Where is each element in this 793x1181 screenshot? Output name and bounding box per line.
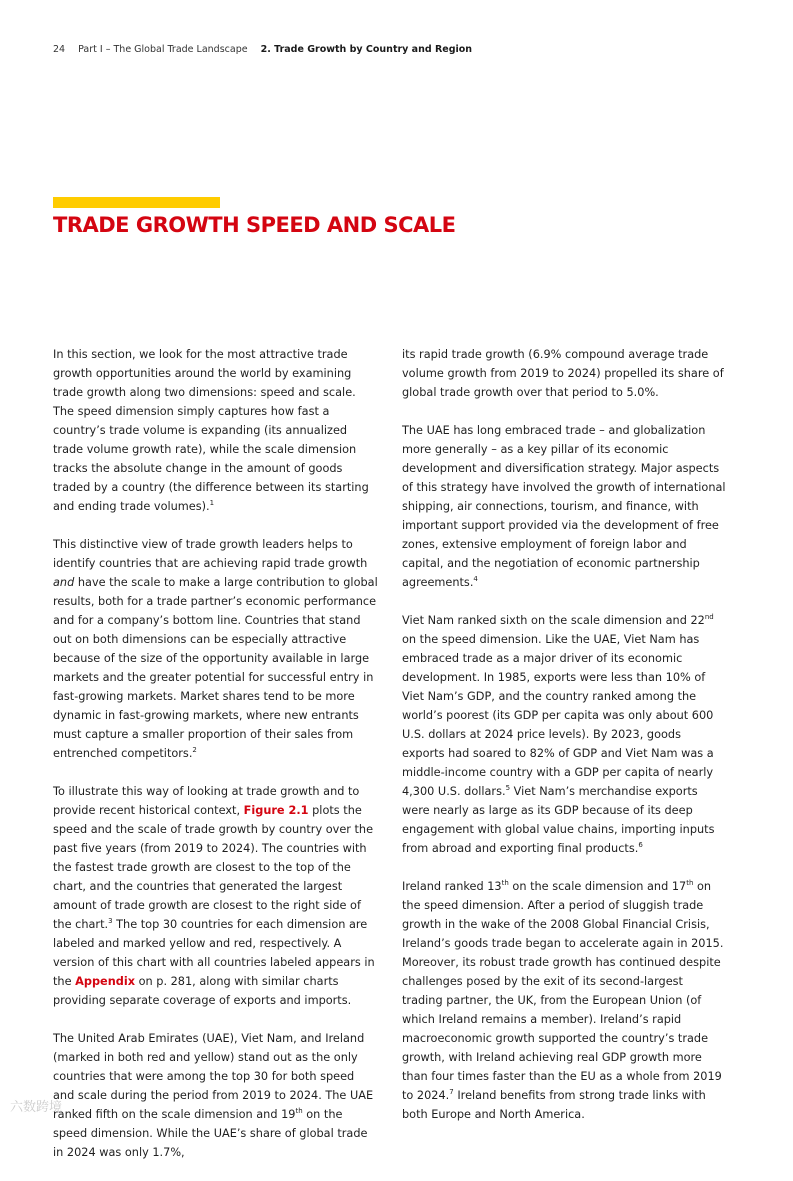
paragraph: Viet Nam ranked sixth on the scale dimension and 22nd on the speed dimension. Like the UAE, Viet Nam has embraced trade as a major driver of its economic development. In 1985, exports were less than 10% of Viet Nam’s GDP, and the country ranked among the world’s poorest (its GDP per capita was only about 600 U.S. dollars at 2024 price levels). By 2023, goods exports had soared to 82% of GDP and Viet Nam was a middle-income country with a GDP per capita of nearly 4,300 U.S. dollars.$^5$ Viet Nam’s merchandise exports were nearly as large as its GDP because of its deep engagement with global value chains, importing inputs from abroad and exporting final products.$^6$ bbox=[402, 613, 715, 855]
page-title: TRADE GROWTH SPEED AND SCALE bbox=[53, 213, 456, 237]
paragraph: Ireland ranked 13th on the scale dimension and 17th on the speed dimension. After a period of sluggish trade growth in the wake of the 2008 Global Financial Crisis, Ireland’s goods trade began to accelerate again in 2015. Moreover, its robust trade growth has continued despite challenges posed by the exit of its second-largest trading partner, the UK, from the European Union (of which Ireland remains a member). Ireland’s rapid macroeconomic growth supported the country’s trade growth, with Ireland achieving real GDP growth more than four times faster than the EU as a whole from 2019 to 2024.$^7$ Ireland benefits from strong trade links with both Europe and North America. bbox=[402, 879, 724, 1121]
footnote-ref: 6 bbox=[638, 841, 643, 850]
footnote-ref: 1 bbox=[209, 499, 215, 508]
paragraph: To illustrate this way of looking at trade growth and to provide recent historical context, Figure 2.1 plots the speed and the scale of trade growth by country over the past five years (from 2019 to 2024). The countries with the fastest trade growth are closest to the top of the chart, and the countries that generated the largest amount of trade growth are closest to the right side of the chart.$^3$ The top 30 countries for each dimension are labeled and marked yellow and red, respectively. A version of this chart with all countries labeled appears in the Appendix on p. 281, along with similar charts providing separate coverage of exports and imports. bbox=[53, 785, 375, 1007]
paragraph: This distinctive view of trade growth leaders helps to identify countries that are achieving rapid trade growth and have the scale to make a large contribution to global results, both for a trade partner’s economic performance and for a company’s bottom line. Countries that stand out on both dimensions can be especially attractive because of the size of the opportunity available in large markets and the greater potential for successful entry in fast-growing markets. Market shares tend to be more dynamic in fast-growing markets, where new entrants must capture a smaller proportion of their sales from entrenched competitors.$^2$ bbox=[53, 538, 378, 760]
footnote-ref: 5 bbox=[505, 784, 511, 793]
footnote-ref: 7 bbox=[449, 1088, 454, 1097]
section-title: 2. Trade Growth by Country and Region bbox=[260, 44, 473, 55]
figure-2-1-link[interactable]: Figure 2.1 bbox=[243, 804, 309, 817]
left-column bbox=[53, 345, 378, 1181]
watermark: 六数跨境 bbox=[10, 1100, 63, 1115]
footnote-ref: 4 bbox=[473, 575, 478, 584]
paragraph: The UAE has long embraced trade – and globalization more generally – as a key pillar of its economic development and diversification strategy. Major aspects of this strategy have involved the growth of international shipping, air connections, tourism, and finance, with important support provided via the development of free zones, extensive employment of foreign labor and capital, and the negotiation of economic partnership agreements.$^4$ bbox=[402, 424, 726, 589]
right-column bbox=[402, 345, 727, 1143]
footnote-ref: 2 bbox=[192, 746, 197, 755]
footnote-ref: 3 bbox=[108, 917, 113, 926]
paragraph: its rapid trade growth (6.9% compound average trade volume growth from 2019 to 2024) propelled its share of global trade growth over that period to 5.0%. bbox=[402, 348, 724, 399]
paragraph: In this section, we look for the most attractive trade growth opportunities around the world by examining trade growth along two dimensions: speed and scale. The speed dimension simply captures how fast a country’s trade volume is expanding (its annualized trade volume growth rate), while the scale dimension tracks the absolute change in the amount of goods traded by a country (the difference between its starting and ending trade volumes).$^1$ bbox=[53, 348, 369, 513]
title-accent-bar bbox=[53, 197, 220, 208]
appendix-link[interactable]: Appendix bbox=[75, 975, 136, 988]
part-title: Part I – The Global Trade Landscape bbox=[78, 44, 248, 55]
paragraph: The United Arab Emirates (UAE), Viet Nam, and Ireland (marked in both red and yellow) stand out as the only countries that were among the top 30 for both speed and scale during the period from 2019 to 2024. The UAE ranked fifth on the scale dimension and 19th on the speed dimension. While the UAE’s share of global trade in 2024 was only 1.7%, bbox=[53, 1032, 374, 1159]
running-header bbox=[53, 44, 472, 55]
page-number: 24 bbox=[53, 44, 66, 55]
